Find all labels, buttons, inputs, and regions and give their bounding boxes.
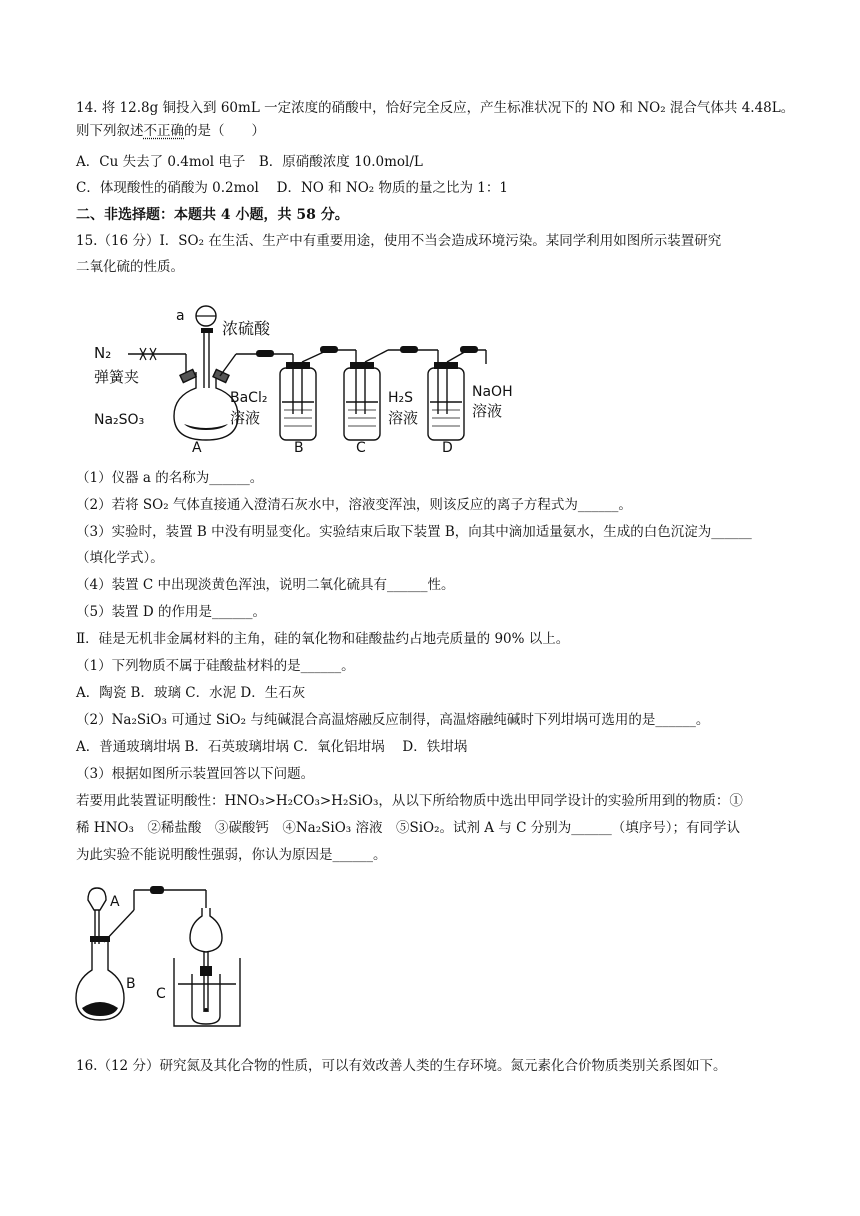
q14-stem-line1: 14. 将 12.8g 铜投入到 60mL 一定浓度的硝酸中，恰好完全反应，产生标准状况下的 NO 和 NO₂ 混合气体共 4.48L。 xyxy=(76,100,795,116)
label-bacl2: BaCl₂ xyxy=(230,390,268,406)
acid-strength-apparatus-figure xyxy=(70,880,260,1030)
label-n2: N₂ xyxy=(94,344,112,362)
label-D: D xyxy=(442,440,453,456)
label-B: B xyxy=(294,440,304,456)
section-title: 二、非选择题：本题共 4 小题，共 58 分。 xyxy=(76,207,349,223)
label-bacl2-solution: 溶液 xyxy=(230,409,261,427)
q15-part1-q3-line1: （3）实验时，装置 B 中没有明显变化。实验结束后取下装置 B，向其中滴加适量氨水，生成的白色沉淀为______ xyxy=(76,524,752,540)
so2-apparatus-figure xyxy=(88,292,538,457)
label-h2s: H₂S xyxy=(388,390,414,406)
label-C: C xyxy=(356,440,366,456)
q14-stem-pre: 则下列叙述 xyxy=(76,123,144,139)
q15-part2-q3: （3）根据如图所示装置回答以下问题。 xyxy=(76,766,315,782)
label-A: A xyxy=(192,440,202,456)
q14-emphasis: 不正确 xyxy=(143,123,184,139)
fig2-label-C: C xyxy=(156,986,166,1002)
q15-intro-line1: 15.（16 分）Ⅰ．SO₂ 在生活、生产中有重要用途，使用不当会造成环境污染。某同学利用如图所示装置研究 xyxy=(76,233,722,249)
q15-part2-q1: （1）下列物质不属于硅酸盐材料的是______。 xyxy=(76,658,355,674)
q15-part2-intro: Ⅱ．硅是无机非金属材料的主角，硅的氧化物和硅酸盐约占地壳质量的 90% 以上。 xyxy=(76,631,570,647)
label-naoh-solution: 溶液 xyxy=(472,402,503,420)
fig2-label-A: A xyxy=(110,894,120,910)
q15-part1-q2: （2）若将 SO₂ 气体直接通入澄清石灰水中，溶液变浑浊，则该反应的离子方程式为______。 xyxy=(76,497,632,513)
q15-intro-line2: 二氧化硫的性质。 xyxy=(76,259,184,275)
q15-part2-q3-line2: 稀 HNO₃ ②稀盐酸 ③碳酸钙 ④Na₂SiO₃ 溶液 ⑤SiO₂。试剂 A 与 C 分别为______（填序号）；有同学认 xyxy=(76,820,741,836)
q15-part2-q3-line3: 为此实验不能说明酸性强弱，你认为原因是______。 xyxy=(76,847,387,863)
q15-part1-q1: （1）仪器 a 的名称为______。 xyxy=(76,470,264,486)
label-conc-acid: 浓硫酸 xyxy=(222,319,271,338)
label-a: a xyxy=(176,308,185,324)
q14-options-cd: C．体现酸性的硝酸为 0.2mol D．NO 和 NO₂ 物质的量之比为 1：1 xyxy=(76,180,508,196)
label-spring-clamp: 弹簧夹 xyxy=(94,368,140,386)
q15-part1-q5: （5）装置 D 的作用是______。 xyxy=(76,604,266,620)
q15-part2-q2-options: A．普通玻璃坩埚 B．石英玻璃坩埚 C．氧化铝坩埚 D．铁坩埚 xyxy=(76,739,468,755)
q16-stem: 16.（12 分）研究氮及其化合物的性质，可以有效改善人类的生存环境。氮元素化合价物质类别关系图如下。 xyxy=(76,1058,727,1074)
q15-part1-q4: （4）装置 C 中出现淡黄色浑浊，说明二氧化硫具有______性。 xyxy=(76,577,455,593)
q14-stem-line2 xyxy=(76,122,265,140)
label-na2so3: Na₂SO₃ xyxy=(94,412,145,428)
q15-part2-q2: （2）Na₂SiO₃ 可通过 SiO₂ 与纯碱混合高温熔融反应制得，高温熔融纯碱时下列坩埚可选用的是______。 xyxy=(76,712,710,728)
q14-options-ab: A．Cu 失去了 0.4mol 电子 B．原硝酸浓度 10.0mol/L xyxy=(76,154,423,170)
label-h2s-solution: 溶液 xyxy=(388,409,419,427)
q15-part2-q1-options: A．陶瓷 B．玻璃 C．水泥 D．生石灰 xyxy=(76,685,306,701)
fig2-label-B: B xyxy=(126,976,136,992)
q15-part2-q3-line1: 若要用此装置证明酸性：HNO₃>H₂CO₃>H₂SiO₃，从以下所给物质中选出甲同学设计的实验所用到的物质：① xyxy=(76,793,743,809)
q14-stem-post: 的是（ ） xyxy=(184,123,265,139)
q15-part1-q3-line2: （填化学式）。 xyxy=(76,550,164,566)
label-naoh: NaOH xyxy=(472,384,513,400)
